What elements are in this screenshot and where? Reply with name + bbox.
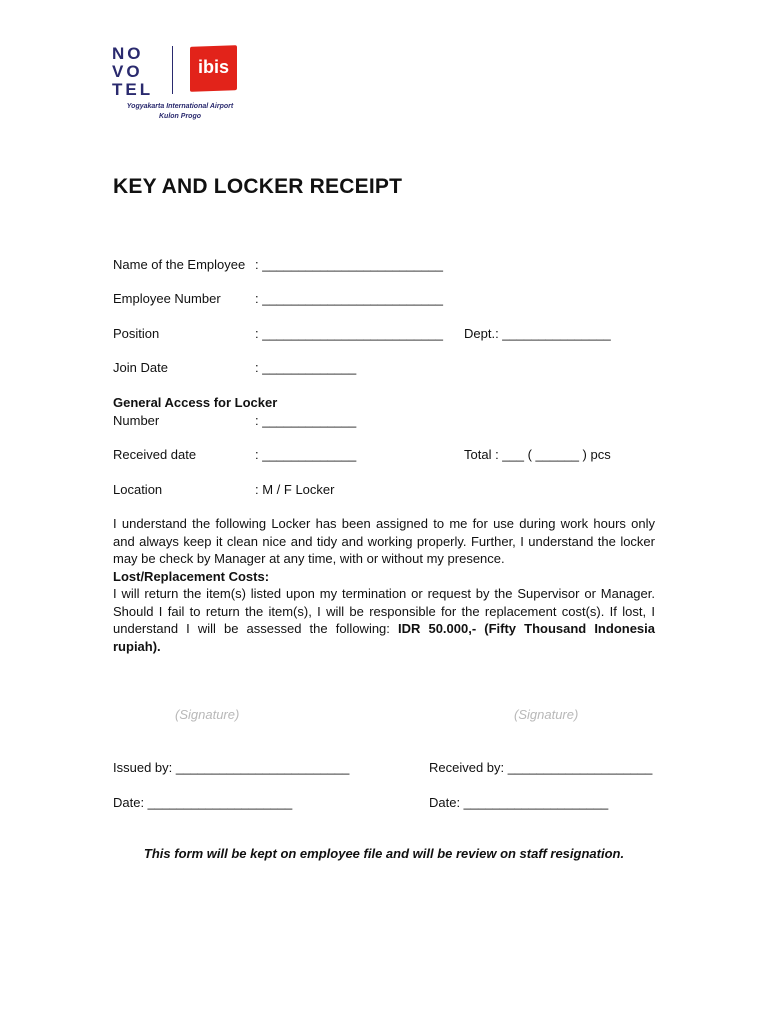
hotel-logo	[110, 44, 250, 124]
employee-number-line[interactable]: : _________________________	[255, 291, 443, 306]
agreement-paragraph: I understand the following Locker has been assigned to me for use during work hours only and always keep it clean nice and tidy and working properly. Further, I understand the locker may be check by Manager at any time, with or without my presence.	[113, 516, 655, 566]
issuer-signature-placeholder[interactable]: (Signature)	[175, 707, 240, 722]
dept-line[interactable]: Dept.: _______________	[464, 326, 611, 341]
receiver-signature-placeholder[interactable]: (Signature)	[514, 707, 579, 722]
locker-number-label: Number	[113, 413, 160, 428]
issued-by-line[interactable]: Issued by: ________________________	[113, 760, 350, 775]
issued-date-line[interactable]: Date: ____________________	[113, 795, 293, 810]
novotel-wordmark	[112, 45, 153, 99]
novotel-line-1: NO	[112, 44, 144, 63]
footer-note: This form will be kept on employee file and will be review on staff resignation.	[143, 846, 625, 861]
join-date-label: Join Date	[113, 360, 168, 375]
location-value: : M / F Locker	[255, 482, 335, 497]
location-label: Location	[113, 482, 163, 497]
employee-name-label: Name of the Employee	[113, 257, 246, 272]
position-line[interactable]: : _________________________	[255, 326, 443, 341]
logo-subtitle	[110, 102, 250, 122]
logo-divider	[172, 46, 173, 94]
total-pcs-line[interactable]: Total : ___ ( ______ ) pcs	[464, 447, 611, 462]
logo-subtitle-line-1: Yogyakarta International Airport	[126, 103, 234, 110]
position-label: Position	[113, 326, 160, 341]
employee-name-line[interactable]: : _________________________	[255, 257, 443, 272]
novotel-line-2: VO	[112, 62, 143, 81]
ibis-wordmark: ibis	[197, 57, 229, 77]
page-title: KEY AND LOCKER RECEIPT	[113, 175, 403, 198]
join-date-line[interactable]: : _____________	[255, 360, 357, 375]
employee-number-label: Employee Number	[113, 291, 221, 306]
lost-replacement-heading: Lost/Replacement Costs:	[113, 569, 270, 584]
received-date-sign-line[interactable]: Date: ____________________	[429, 795, 609, 810]
received-by-line[interactable]: Received by: ____________________	[429, 760, 653, 775]
novotel-line-3: TEL	[112, 80, 154, 99]
logo-subtitle-line-2: Kulon Progo	[159, 113, 201, 120]
replacement-text: I will return the item(s) listed upon my termination or request by the Supervisor or Manager. Should I fail to return the item(s), I will be responsible for the replacement cost(s). If lost, I understand I will be assessed the following:	[113, 586, 655, 636]
replacement-paragraph	[113, 585, 655, 655]
locker-number-line[interactable]: : _____________	[255, 413, 357, 428]
received-date-label: Received date	[113, 447, 197, 462]
general-access-heading: General Access for Locker	[113, 395, 278, 410]
ibis-logo-box	[190, 45, 237, 92]
replacement-cost: IDR 50.000,- (Fifty Thousand Indonesia rupiah).	[113, 621, 655, 654]
received-date-line[interactable]: : _____________	[255, 447, 357, 462]
